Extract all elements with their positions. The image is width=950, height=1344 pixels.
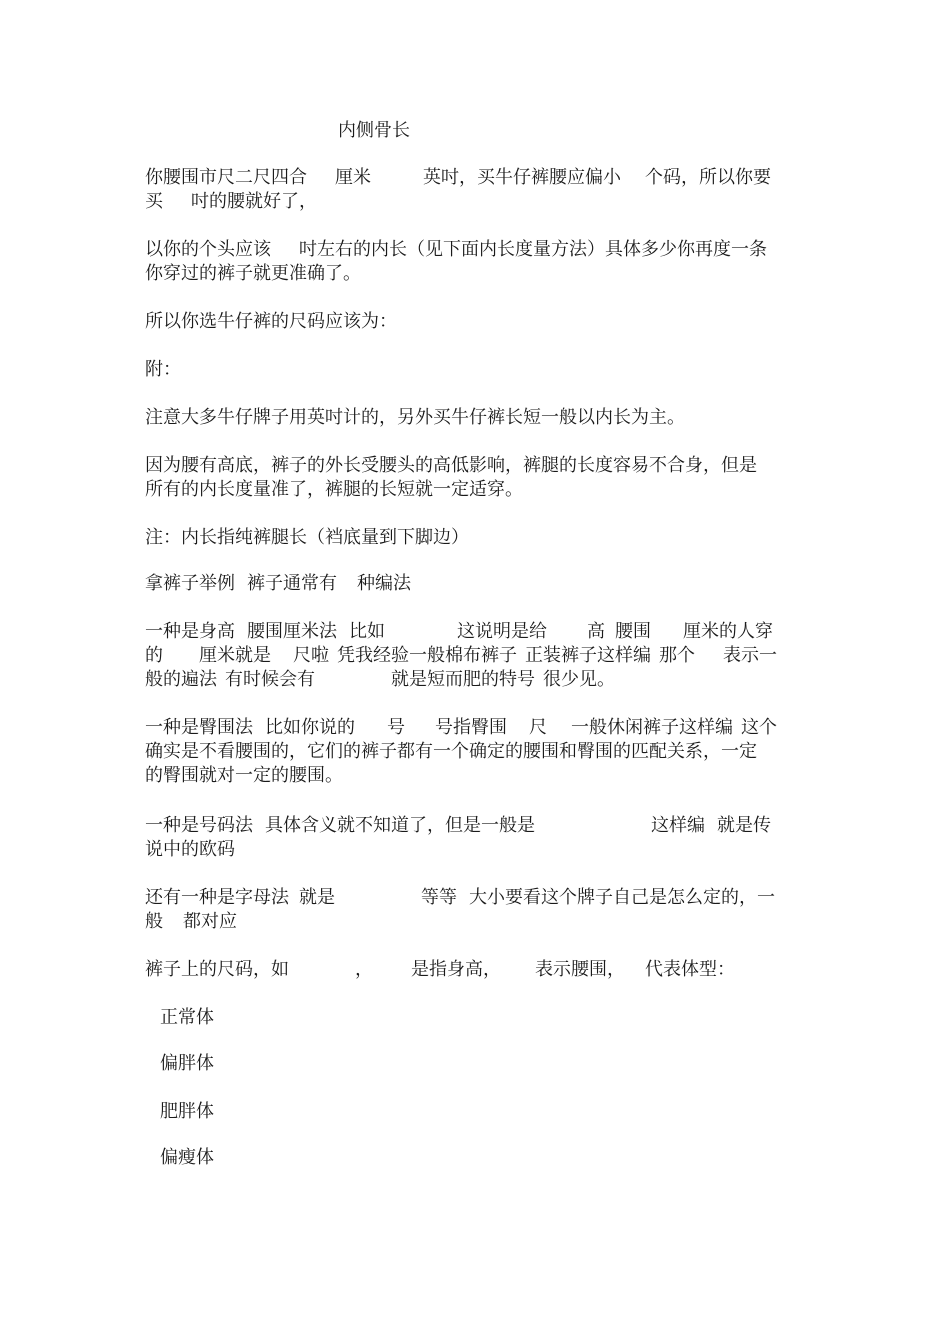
paragraph-inch-note [145, 406, 810, 430]
text-line: 的臀围就对一定的腰围。 [145, 765, 343, 786]
body-type-item: 正常体 [160, 1007, 214, 1028]
paragraph-letter-method [145, 886, 810, 934]
text-line: 注：内长指纯裤腿长（裆底量到下脚边） [145, 527, 469, 548]
paragraph-hip-method [145, 716, 810, 788]
text-line: 以你的个头应该 吋左右的内长（见下面内长度量方法）具体多少你再度一条 [145, 239, 767, 260]
text-line: 所有的内长度量准了，裤腿的长短就一定适穿。 [145, 479, 523, 500]
text-line: 的 厘米就是 尺啦 凭我经验一般棉布裤子 正装裤子这样编 那个 表示一 [145, 645, 777, 666]
paragraph-inseam-advice [145, 238, 810, 286]
text-line: 你腰围市尺二尺四合 厘米 英吋，买牛仔裤腰应偏小 个码，所以你要 [145, 167, 771, 188]
paragraph-appendix-label [145, 358, 810, 382]
body-type-item: 偏瘦体 [160, 1147, 214, 1168]
text-line: 注意大多牛仔牌子用英吋计的，另外买牛仔裤长短一般以内长为主。 [145, 407, 685, 428]
paragraph-label-size [145, 958, 810, 982]
text-line: 你穿过的裤子就更准确了。 [145, 263, 361, 284]
paragraph-number-method [145, 814, 810, 862]
text-line: 一种是身高 腰围厘米法 比如 这说明是给 高 腰围 厘米的人穿 [145, 621, 773, 642]
text-line: 一种是臀围法 比如你说的 号 号指臀围 尺 一般休闲裤子这样编 这个 [145, 717, 777, 738]
text-line: 拿裤子举例 裤子通常有 种编法 [145, 573, 411, 594]
text-line: 买 吋的腰就好了， [145, 191, 317, 212]
text-line: 还有一种是字母法 就是 等等 大小要看这个牌子自己是怎么定的，一 [145, 887, 775, 908]
paragraph-inseam-definition [145, 526, 810, 550]
text-line: 附： [145, 359, 181, 380]
page-title: 内侧骨长 [338, 120, 410, 141]
text-line: 确实是不看腰围的，它们的裤子都有一个确定的腰围和臀围的匹配关系，一定 [145, 741, 757, 762]
paragraph-size-choice [145, 310, 810, 334]
paragraph-sizing-methods-intro [145, 572, 810, 596]
body-type-item: 偏胖体 [160, 1053, 214, 1074]
text-line: 所以你选牛仔裤的尺码应该为： [145, 311, 397, 332]
text-line: 一种是号码法 具体含义就不知道了，但是一般是 这样编 就是传 [145, 815, 771, 836]
paragraph-rise-explanation [145, 454, 810, 502]
paragraph-waist-size [145, 166, 810, 214]
text-line: 裤子上的尺码，如 ， 是指身高， 表示腰围， 代表体型： [145, 959, 735, 980]
text-line: 说中的欧码 [145, 839, 235, 860]
text-line: 般 都对应 [145, 911, 237, 932]
text-line: 般的遍法 有时候会有 就是短而肥的特号 很少见。 [145, 669, 615, 690]
paragraph-height-waist-method [145, 620, 810, 692]
body-type-item: 肥胖体 [160, 1101, 214, 1122]
text-line: 因为腰有高底，裤子的外长受腰头的高低影响，裤腿的长度容易不合身，但是 [145, 455, 757, 476]
